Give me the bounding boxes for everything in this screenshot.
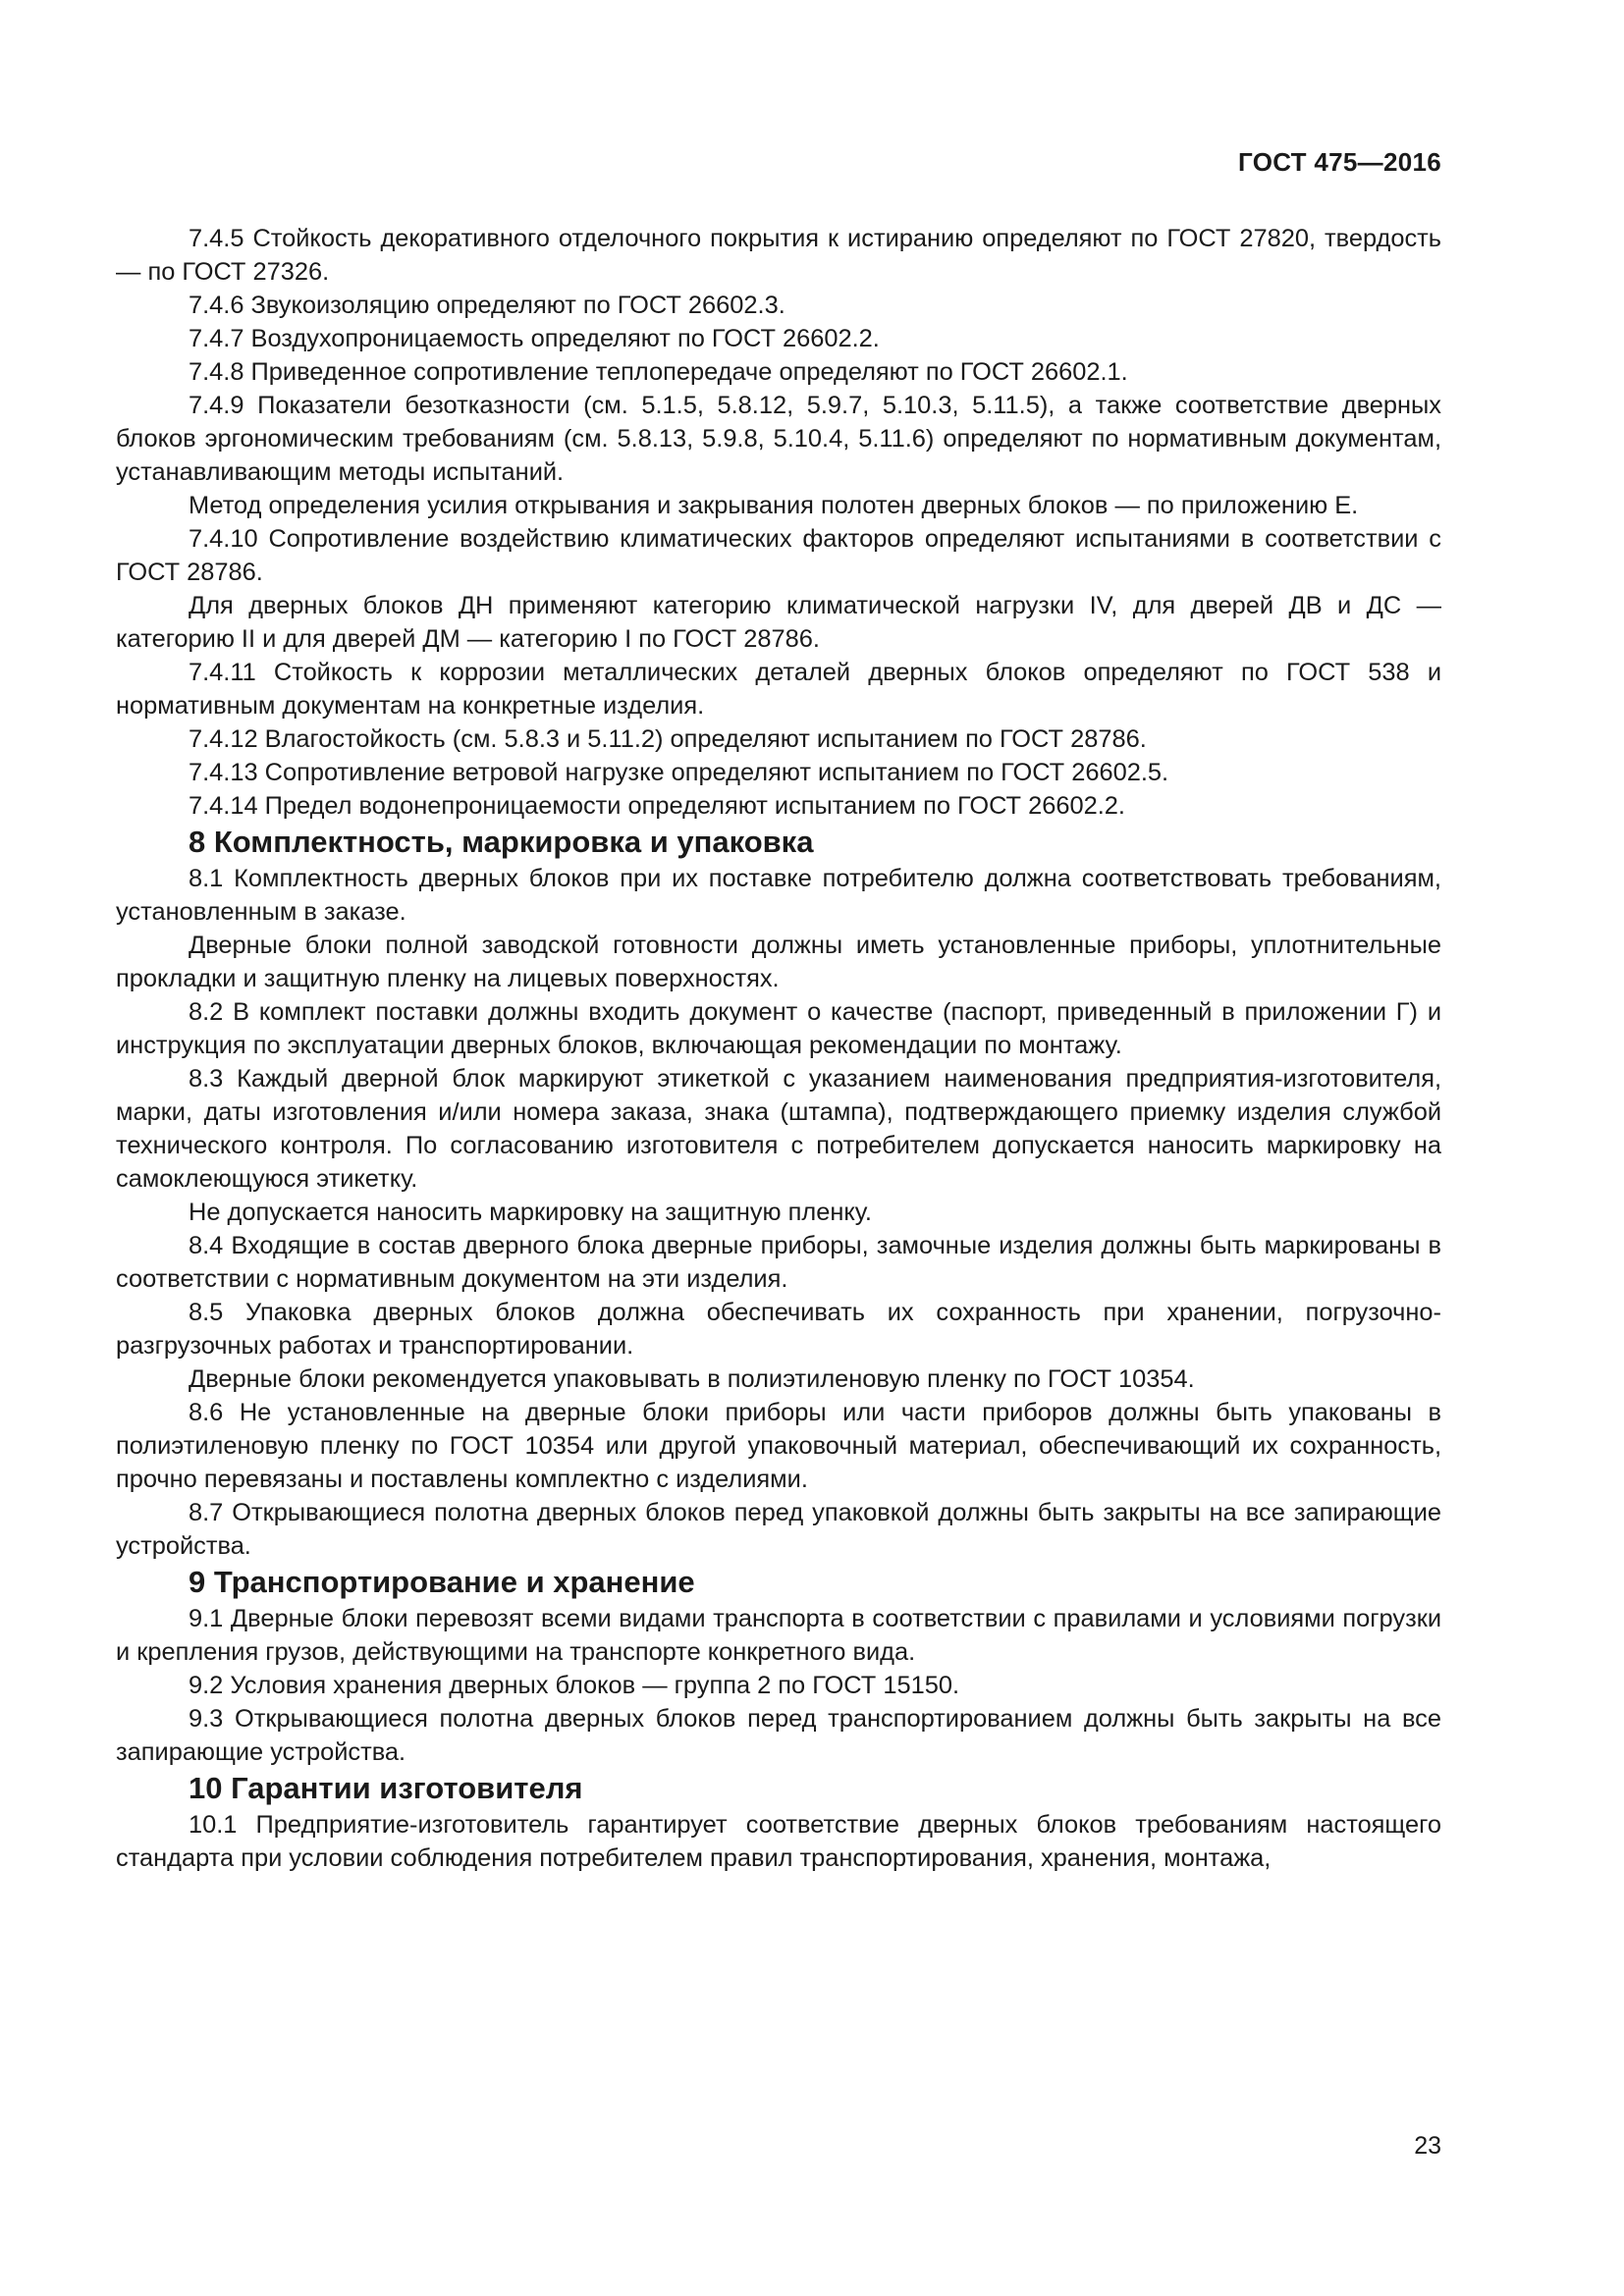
paragraph-8-5-continuation: Дверные блоки рекомендуется упаковывать в полиэтиленовую пленку по ГОСТ 10354.	[189, 1365, 1195, 1393]
paragraph-8-5: 8.5 Упаковка дверных блоков должна обеспечивать их сохранность при хранении, погрузочно-разгрузочных работах и транспортировании.	[116, 1299, 1441, 1360]
paragraph-7-4-13: 7.4.13 Сопротивление ветровой нагрузке определяют испытанием по ГОСТ 26602.5.	[189, 759, 1169, 786]
paragraph-7-4-10: 7.4.10 Сопротивление воздействию климатических факторов определяют испытаниями в соответствии с ГОСТ 28786.	[116, 525, 1441, 586]
section-9-heading: 9 Транспортирование и хранение	[189, 1565, 695, 1599]
paragraph-8-2: 8.2 В комплект поставки должны входить документ о качестве (паспорт, приведенный в приложении Г) и инструкция по эксплуатации дверных блоков, включающая рекомендации по монтажу.	[116, 998, 1441, 1059]
document-code-header: ГОСТ 475—2016	[1238, 147, 1441, 177]
paragraph-9-2: 9.2 Условия хранения дверных блоков — группа 2 по ГОСТ 15150.	[189, 1672, 960, 1699]
paragraph-8-1-continuation: Дверные блоки полной заводской готовности должны иметь установленные приборы, уплотнительные прокладки и защитную пленку на лицевых поверхностях.	[116, 932, 1441, 992]
section-8-body	[116, 862, 1441, 1563]
section-8-heading: 8 Комплектность, маркировка и упаковка	[189, 825, 814, 859]
paragraph-7-4-9: 7.4.9 Показатели безотказности (см. 5.1.5, 5.8.12, 5.9.7, 5.10.3, 5.11.5), а также соответствие дверных блоков эргономическим требованиям (см. 5.8.13, 5.9.8, 5.10.4, 5.11.6) определяют по нормативным документам, устанавливающим методы испытаний.	[116, 392, 1441, 486]
section-10-body	[116, 1808, 1441, 1875]
paragraph-8-3: 8.3 Каждый дверной блок маркируют этикеткой с указанием наименования предприятия-изготовителя, марки, даты изготовления и/или номера заказа, знака (штампа), подтверждающего приемку изделия службой технического контроля. По согласованию изготовителя с потребителем допускается наносить маркировку на самоклеющуюся этикетку.	[116, 1065, 1441, 1193]
paragraph-7-4-12: 7.4.12 Влагостойкость (см. 5.8.3 и 5.11.2) определяют испытанием по ГОСТ 28786.	[189, 725, 1147, 753]
section-10-heading: 10 Гарантии изготовителя	[189, 1771, 583, 1805]
paragraph-7-4-14: 7.4.14 Предел водонепроницаемости определяют испытанием по ГОСТ 26602.2.	[189, 792, 1125, 820]
paragraph-8-3-continuation: Не допускается наносить маркировку на защитную пленку.	[189, 1199, 872, 1226]
paragraph-7-4-7: 7.4.7 Воздухопроницаемость определяют по ГОСТ 26602.2.	[189, 325, 880, 352]
paragraph-climatic-category: Для дверных блоков ДН применяют категорию климатической нагрузки IV, для дверей ДВ и ДС — категорию II и для дверей ДМ — категорию I по ГОСТ 28786.	[116, 592, 1441, 653]
paragraph-7-4-11: 7.4.11 Стойкость к коррозии металлических деталей дверных блоков определяют по ГОСТ 538 и нормативным документам на конкретные изделия.	[116, 659, 1441, 720]
paragraph-7-4-5: 7.4.5 Стойкость декоративного отделочного покрытия к истиранию определяют по ГОСТ 27820, твердость — по ГОСТ 27326.	[116, 225, 1441, 286]
paragraph-7-4-6: 7.4.6 Звукоизоляцию определяют по ГОСТ 26602.3.	[189, 292, 785, 319]
section-9-body	[116, 1602, 1441, 1769]
paragraph-8-7: 8.7 Открывающиеся полотна дверных блоков перед упаковкой должны быть закрыты на все запирающие устройства.	[116, 1499, 1441, 1560]
paragraph-9-3: 9.3 Открывающиеся полотна дверных блоков перед транспортированием должны быть закрыты на все запирающие устройства.	[116, 1705, 1441, 1766]
paragraph-8-1: 8.1 Комплектность дверных блоков при их поставке потребителю должна соответствовать требованиям, установленным в заказе.	[116, 865, 1441, 926]
paragraph-9-1: 9.1 Дверные блоки перевозят всеми видами транспорта в соответствии с правилами и условиями погрузки и крепления грузов, действующими на транспорте конкретного вида.	[116, 1605, 1441, 1666]
paragraph-method-opening-force: Метод определения усилия открывания и закрывания полотен дверных блоков — по приложению Е.	[189, 492, 1359, 519]
page-number: 23	[1414, 2132, 1441, 2160]
paragraph-7-4-8: 7.4.8 Приведенное сопротивление теплопередаче определяют по ГОСТ 26602.1.	[189, 358, 1128, 386]
page-body	[116, 222, 1441, 1875]
clause-7-4-block	[116, 222, 1441, 823]
paragraph-8-4: 8.4 Входящие в состав дверного блока дверные приборы, замочные изделия должны быть маркированы в соответствии с нормативным документом на эти изделия.	[116, 1232, 1441, 1293]
paragraph-8-6: 8.6 Не установленные на дверные блоки приборы или части приборов должны быть упакованы в полиэтиленовую пленку по ГОСТ 10354 или другой упаковочный материал, обеспечивающий их сохранность, прочно перевязаны и поставлены комплектно с изделиями.	[116, 1399, 1441, 1493]
paragraph-10-1: 10.1 Предприятие-изготовитель гарантирует соответствие дверных блоков требованиям настоящего стандарта при условии соблюдения потребителем правил транспортирования, хранения, монтажа,	[116, 1811, 1441, 1872]
